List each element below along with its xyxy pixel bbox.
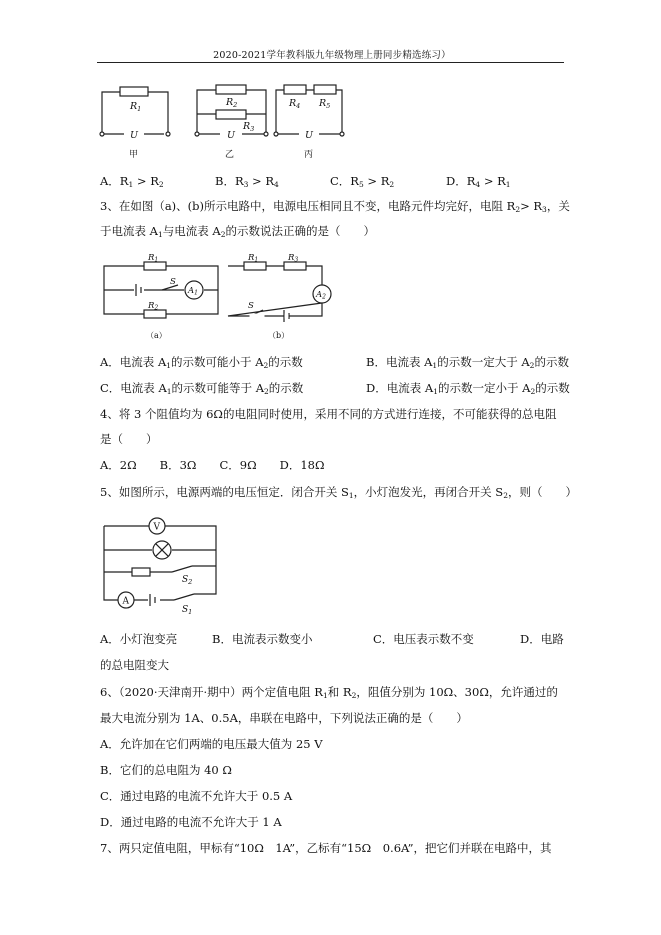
label-r1: R [130, 101, 138, 112]
q4-stem-line-2: 是（ ） [100, 432, 158, 446]
circuit-jia-wire [102, 92, 168, 134]
resistor-r3 [216, 110, 246, 119]
label-r5: R [319, 98, 327, 109]
svg-text:S1: $S_1$ [182, 605, 193, 614]
header-rule [97, 62, 564, 63]
q2-option-b: B．$R_3 > R_4$ [215, 174, 279, 189]
q6-stem-line-2: 最大电流分别为 1A、0.5A，串联在电路中，下列说法正确的是（ ） [100, 711, 468, 725]
circuit-bing-wire [276, 90, 342, 134]
svg-text:A1: A1 [188, 286, 198, 297]
switch-s-b: S [248, 301, 254, 311]
switch-s1-label: S [182, 605, 189, 614]
switch-s-a: S [170, 277, 176, 287]
q5-option-c: C．电压表示数不变 [373, 632, 474, 646]
q6-option-c: C．通过电路的电流不允许大于 0.5 A [100, 789, 293, 803]
svg-text:S2: $S_2$ [182, 575, 193, 586]
q3-option-d: D．电流表 $A_1$的示数一定小于 $A_2$的示数 [366, 381, 570, 396]
label-u-bing: U [305, 130, 314, 141]
q2-option-a: A．$R_1 > R_2$ [100, 174, 164, 189]
q3-stem-line-1: 3、在如图（a)、(b)所示电路中，电源电压相同且不变，电路元件均完好，电阻 $R_2> R_3$，关 [100, 199, 570, 214]
resistor-r5 [314, 85, 336, 94]
label-r2: R [226, 97, 234, 108]
q5-option-b: B．电流表示数变小 [212, 632, 313, 646]
q3-option-a: A．电流表 $A_1$的示数可能小于 $A_2$的示数 [100, 355, 303, 370]
resistor-r4 [284, 85, 306, 94]
q4-stem-line-1: 4、将 3 个阻值均为 6Ω的电阻同时使用，采用不同的方式进行连接，不可能获得的总电阻 [100, 407, 557, 421]
circuit-q5-outer [104, 526, 216, 600]
svg-text:R1: R1 [248, 253, 259, 264]
q3-stem-line-2: 于电流表 $A_1$与电流表 $A_2$的示数说法正确的是（ ） [100, 224, 375, 239]
q4-options: A．2Ω B．3Ω C．9Ω D．18Ω [100, 458, 325, 472]
q5-option-d: D．电路 [520, 632, 564, 646]
q6-option-b: B．它们的总电阻为 40 Ω [100, 763, 232, 777]
caption-a: （a） [146, 331, 167, 340]
q6-stem-line-1: 6、（2020·天津南开·期中）两个定值电阻 $R_1$和 $R_2$，阻值分别为 10Ω、30Ω，允许通过的 [100, 685, 558, 700]
q6-option-a: A．允许加在它们两端的电压最大值为 25 V [100, 737, 323, 751]
svg-text:R1 [129, 101, 141, 113]
label-r4-sub: 4 [296, 102, 301, 110]
q6-option-d: D．通过电路的电流不允许大于 1 A [100, 815, 282, 829]
caption-bing: 丙 [304, 150, 314, 160]
label-r2-sub: 2 [233, 101, 238, 109]
voltmeter-label: V [153, 522, 160, 533]
q5-stem-line-1: 5、如图所示，电源两端的电压恒定．闭合开关 $S_1$，小灯泡发光，再闭合开关 $S_2$，则（ ） [100, 485, 577, 500]
svg-text:A2: A2 [316, 290, 326, 301]
svg-text:R5 [318, 98, 330, 110]
svg-text:R1: R1 [148, 253, 159, 264]
label-r3: R [243, 121, 251, 132]
svg-text:R3: R3 [288, 253, 299, 264]
q2-option-d: D．$R_4 > R_1$ [446, 174, 511, 189]
label-r3-sub: 3 [250, 125, 255, 133]
label-u-yi: U [227, 130, 236, 141]
q5-option-d-cont: 的总电阻变大 [100, 658, 169, 672]
caption-yi: 乙 [225, 150, 235, 160]
ammeter-a1-label: A [188, 286, 195, 296]
page-header: 2020-2021学年教科版九年级物理上册同步精选练习） [213, 50, 451, 61]
caption-b: （b） [268, 331, 290, 340]
label-r1-sub: 1 [137, 105, 142, 113]
q2-option-c: C．$R_5 > R_2$ [330, 174, 395, 189]
label-r5-sub: 5 [326, 102, 331, 110]
q3-option-b: B．电流表 $A_1$的示数一定大于 $A_2$的示数 [366, 355, 569, 370]
q5-option-a: A．小灯泡变亮 [100, 632, 178, 646]
svg-text:R4 [288, 98, 300, 110]
ammeter-a2-label: A [316, 290, 323, 300]
svg-text:R3 [242, 121, 254, 133]
q3-option-c: C．电流表 $A_1$的示数可能等于 $A_2$的示数 [100, 381, 304, 396]
label-r4: R [289, 98, 297, 109]
resistor-r1 [120, 87, 148, 96]
resistor [132, 568, 150, 576]
resistor-r2 [216, 85, 246, 94]
circuit-figure-1 [96, 84, 346, 166]
svg-text:R2 [225, 97, 237, 109]
ammeter-label: A [122, 596, 129, 607]
svg-text:R2: R2 [148, 301, 159, 312]
switch-s2-label: S [182, 575, 189, 585]
caption-jia: 甲 [129, 150, 139, 160]
label-u-jia: U [130, 130, 139, 141]
circuit-b-wire [228, 266, 322, 316]
q7-stem-line-1: 7、两只定值电阻，甲标有“10Ω 1A”，乙标有“15Ω 0.6A”，把它们并联在电路中，其 [100, 841, 552, 855]
circuit-figure-q5 [100, 514, 225, 614]
circuit-figure-q3 [98, 252, 348, 344]
